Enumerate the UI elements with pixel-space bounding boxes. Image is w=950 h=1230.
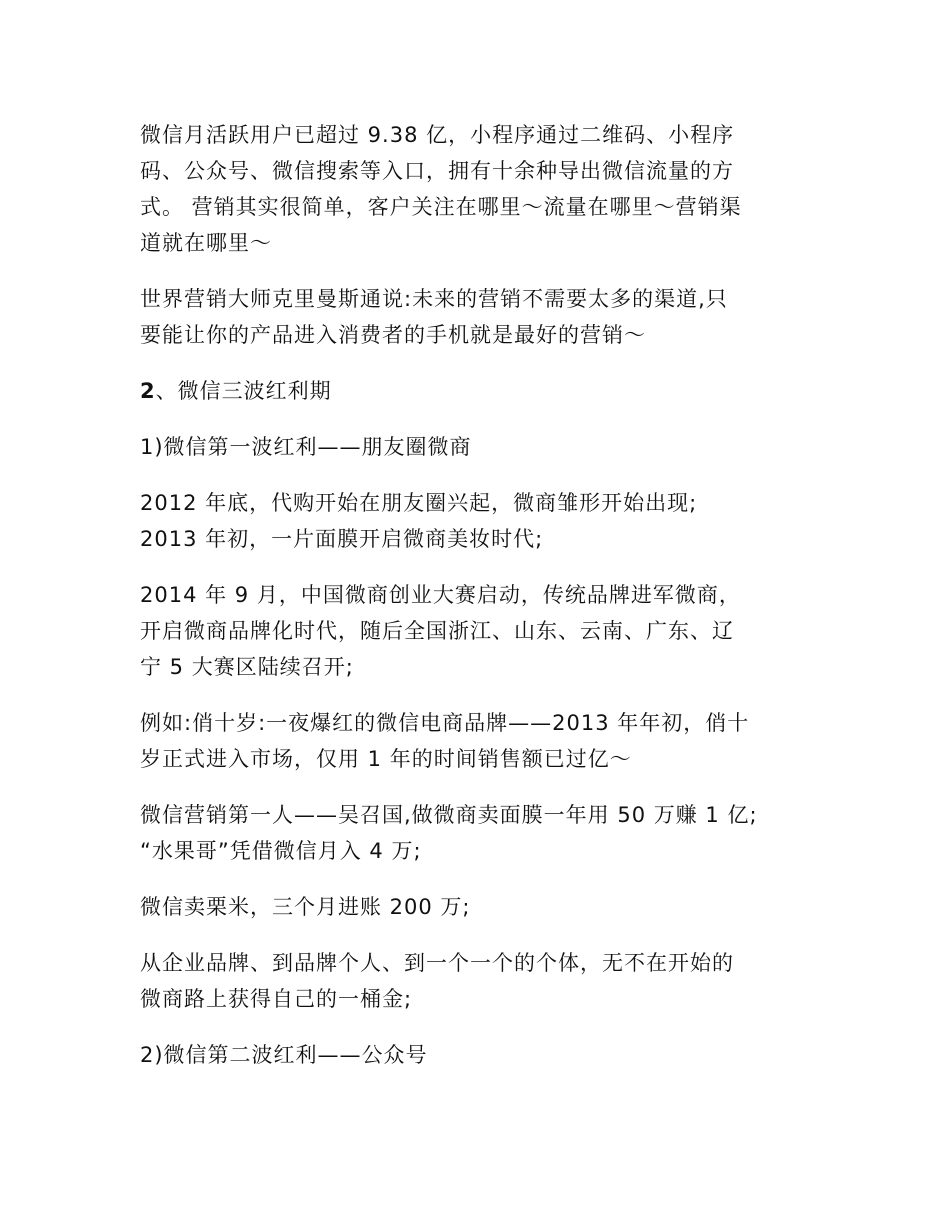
text-line: “水果哥”凭借微信月入 4 万; bbox=[140, 839, 422, 863]
text-line: 式。 营销其实很简单，客户关注在哪里～流量在哪里～营销渠 bbox=[140, 195, 742, 219]
paragraph-2014 bbox=[140, 577, 820, 685]
paragraph-2012-2013 bbox=[140, 485, 820, 557]
text-line: 宁 5 大赛区陆续召开; bbox=[140, 655, 354, 679]
paragraph-marketing-quote bbox=[140, 281, 820, 353]
heading-number: 2 bbox=[140, 379, 156, 403]
paragraph-wechat-users bbox=[140, 117, 820, 261]
text-line: 微商路上获得自己的一桶金; bbox=[140, 987, 413, 1011]
text-line: 2013 年初，一片面膜开启微商美妆时代; bbox=[140, 527, 544, 551]
text-line: 要能让你的产品进入消费者的手机就是最好的营销～ bbox=[140, 323, 646, 347]
text-line: 从企业品牌、到品牌个人、到一个一个的个体，无不在开始的 bbox=[140, 951, 734, 975]
paragraph-individuals bbox=[140, 945, 820, 1017]
text-line: 岁正式进入市场，仅用 1 年的时间销售额已过亿～ bbox=[140, 747, 632, 771]
text-line: 码、公众号、微信搜索等入口，拥有十余种导出微信流量的方 bbox=[140, 159, 734, 183]
paragraph-millet bbox=[140, 889, 820, 925]
subheading-second-wave bbox=[140, 1037, 820, 1073]
heading-line bbox=[140, 373, 820, 409]
text-line: 微信月活跃用户已超过 9.38 亿，小程序通过二维码、小程序 bbox=[140, 123, 735, 147]
section-heading bbox=[140, 373, 820, 409]
text-line: 2012 年底，代购开始在朋友圈兴起，微商雏形开始出现; bbox=[140, 491, 698, 515]
paragraph-example-brand bbox=[140, 705, 820, 777]
paragraph-marketing-first bbox=[140, 797, 820, 869]
text-line: 世界营销大师克里曼斯通说:未来的营销不需要太多的渠道,只 bbox=[140, 287, 728, 311]
text-line: 道就在哪里～ bbox=[140, 231, 272, 255]
text-line: 开启微商品牌化时代，随后全国浙江、山东、云南、广东、辽 bbox=[140, 619, 734, 643]
document-body bbox=[140, 117, 820, 1093]
text-line: 2014 年 9 月，中国微商创业大赛启动，传统品牌进军微商， bbox=[140, 583, 741, 607]
subheading-first-wave bbox=[140, 429, 820, 465]
text-line: 2)微信第二波红利——公众号 bbox=[140, 1043, 428, 1067]
text-line: 微信卖栗米，三个月进账 200 万; bbox=[140, 895, 471, 919]
text-line: 1)微信第一波红利——朋友圈微商 bbox=[140, 435, 472, 459]
text-line: 例如:俏十岁:一夜爆红的微信电商品牌——2013 年年初，俏十 bbox=[140, 711, 750, 735]
heading-text: 、微信三波红利期 bbox=[155, 379, 332, 403]
text-line: 微信营销第一人——吴召国,做微商卖面膜一年用 50 万赚 1 亿; bbox=[140, 803, 758, 827]
